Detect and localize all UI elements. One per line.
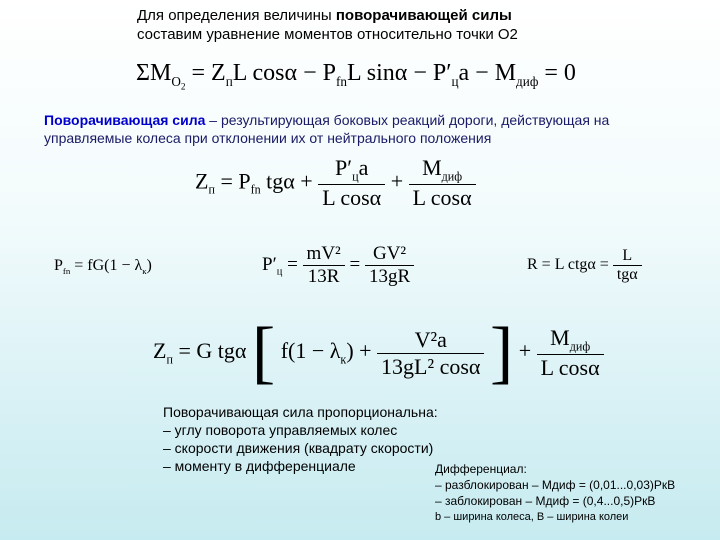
eq3-k-sub: к bbox=[142, 266, 147, 277]
eq4-num2: GV² bbox=[365, 243, 414, 266]
differential-title: Дифференциал: bbox=[435, 462, 527, 476]
eq5-lhs: R = L ctgα = bbox=[527, 256, 609, 274]
eq6-plus: + bbox=[518, 338, 532, 364]
proportional-heading: Поворачивающая сила пропорциональна: bbox=[163, 404, 438, 420]
definition-body: – результирующая боковых реакций дороги, действующая на управляемые колеса при отклонении их от нейтрального положения bbox=[44, 112, 610, 146]
eq5-fraction bbox=[613, 247, 642, 284]
eq3-rest: = fG(1 − λ bbox=[70, 257, 143, 274]
eq6-fraction1 bbox=[377, 327, 484, 380]
eq2-num1: P′ bbox=[335, 155, 353, 180]
eq6-num2: M bbox=[550, 324, 570, 350]
eq4-p-sub: ц bbox=[276, 266, 283, 278]
eq6-open-bracket: [ bbox=[251, 314, 276, 391]
differential-unlocked: – разблокирован – Mдиф = (0,01...0,03)PкB bbox=[435, 478, 676, 492]
eq4-den2: 13gR bbox=[368, 266, 411, 287]
eq6-close-bracket: ] bbox=[489, 314, 514, 391]
proportional-item: – моменту в дифференциале bbox=[163, 458, 356, 474]
definition-text bbox=[44, 111, 694, 147]
proportional-item: – скорости движения (квадрату скорости) bbox=[163, 440, 434, 456]
eq2-den2: L cosα bbox=[412, 185, 472, 211]
eq1-pc-sub: ц bbox=[451, 73, 459, 89]
eq6-f: f(1 − λ bbox=[280, 338, 341, 364]
eq2-num2: M bbox=[422, 155, 442, 180]
eq1-term3: a − M bbox=[458, 60, 517, 86]
eq4-fraction2 bbox=[365, 243, 414, 288]
eq2-fraction1 bbox=[318, 155, 385, 211]
eq1-p-sub: fn bbox=[335, 73, 347, 89]
eq3-p: P bbox=[54, 257, 63, 274]
eq6-fraction2 bbox=[537, 325, 604, 381]
moment-equation bbox=[136, 60, 576, 91]
eq6-z-sub: п bbox=[166, 352, 173, 367]
eq6-f-sub: к bbox=[340, 352, 347, 367]
eq2-num1-rest: a bbox=[358, 155, 369, 180]
eq6-num1: V²a bbox=[377, 327, 484, 354]
intro-line2: составим уравнение моментов относительно точки О2 bbox=[137, 26, 518, 43]
eq4-eq2: = bbox=[349, 253, 361, 275]
eq2-z: Z bbox=[195, 168, 209, 194]
equation-zn-2 bbox=[153, 314, 604, 391]
eq1-z: Z bbox=[211, 60, 226, 86]
intro-line1-bold: поворачивающей силы bbox=[335, 7, 512, 24]
differential-legend: b – ширина колеса, B – ширина колеи bbox=[435, 511, 629, 523]
equation-r bbox=[527, 247, 642, 284]
eq1-m-sub: диф bbox=[516, 73, 539, 89]
eq4-fraction1 bbox=[303, 243, 345, 288]
intro-text bbox=[137, 6, 697, 44]
eq6-den1: 13gL² cosα bbox=[381, 353, 481, 379]
eq2-tg: tgα + bbox=[266, 168, 313, 194]
eq2-p-sub: fn bbox=[250, 182, 261, 197]
eq4-den1: 13R bbox=[307, 266, 340, 287]
differential-locked: – заблокирован – Mдиф = (0,4...0,5)PкB bbox=[435, 494, 656, 508]
eq2-z-sub: п bbox=[208, 182, 215, 197]
eq2-den1: L cosα bbox=[322, 185, 382, 211]
eq2-num2-sub: диф bbox=[441, 169, 463, 184]
eq1-equals: = bbox=[191, 60, 206, 86]
eq2-plus: + bbox=[390, 168, 404, 194]
equation-zn-1 bbox=[195, 155, 476, 211]
eq2-fraction2 bbox=[409, 155, 476, 211]
eq1-term1: L cosα − P bbox=[232, 60, 336, 86]
eq1-term4: = 0 bbox=[544, 60, 576, 86]
eq3-close: ) bbox=[146, 257, 152, 274]
eq4-eq: = bbox=[287, 253, 298, 275]
eq4-num1: mV² bbox=[303, 243, 345, 266]
eq1-sum: ΣM bbox=[136, 60, 172, 86]
eq2-num1-sub: ц bbox=[352, 169, 359, 184]
eq6-f-close: ) + bbox=[346, 338, 372, 364]
eq6-den2: L cosα bbox=[540, 355, 600, 381]
equation-pc bbox=[262, 243, 414, 288]
eq6-z: Z bbox=[153, 338, 167, 364]
eq1-sub-o: O bbox=[171, 73, 181, 89]
equation-pfn bbox=[54, 257, 152, 276]
eq1-term2: L sinα − P′ bbox=[346, 60, 452, 86]
eq4-p: P′ bbox=[262, 253, 277, 275]
eq5-den: tgα bbox=[616, 266, 638, 283]
eq6-eq: = G tgα bbox=[178, 338, 247, 364]
differential-note bbox=[435, 461, 715, 525]
proportional-item: – углу поворота управляемых колес bbox=[163, 422, 398, 438]
eq2-eq-p: = P bbox=[220, 168, 251, 194]
eq6-num2-sub: диф bbox=[569, 339, 591, 354]
eq3-p-sub: fn bbox=[62, 266, 71, 277]
eq5-num: L bbox=[613, 247, 642, 266]
eq1-sub-2: 2 bbox=[180, 81, 186, 92]
intro-line1-prefix: Для определения величины bbox=[137, 7, 336, 24]
definition-term: Поворачивающая сила bbox=[44, 112, 206, 128]
eq1-z-sub: п bbox=[225, 73, 233, 89]
